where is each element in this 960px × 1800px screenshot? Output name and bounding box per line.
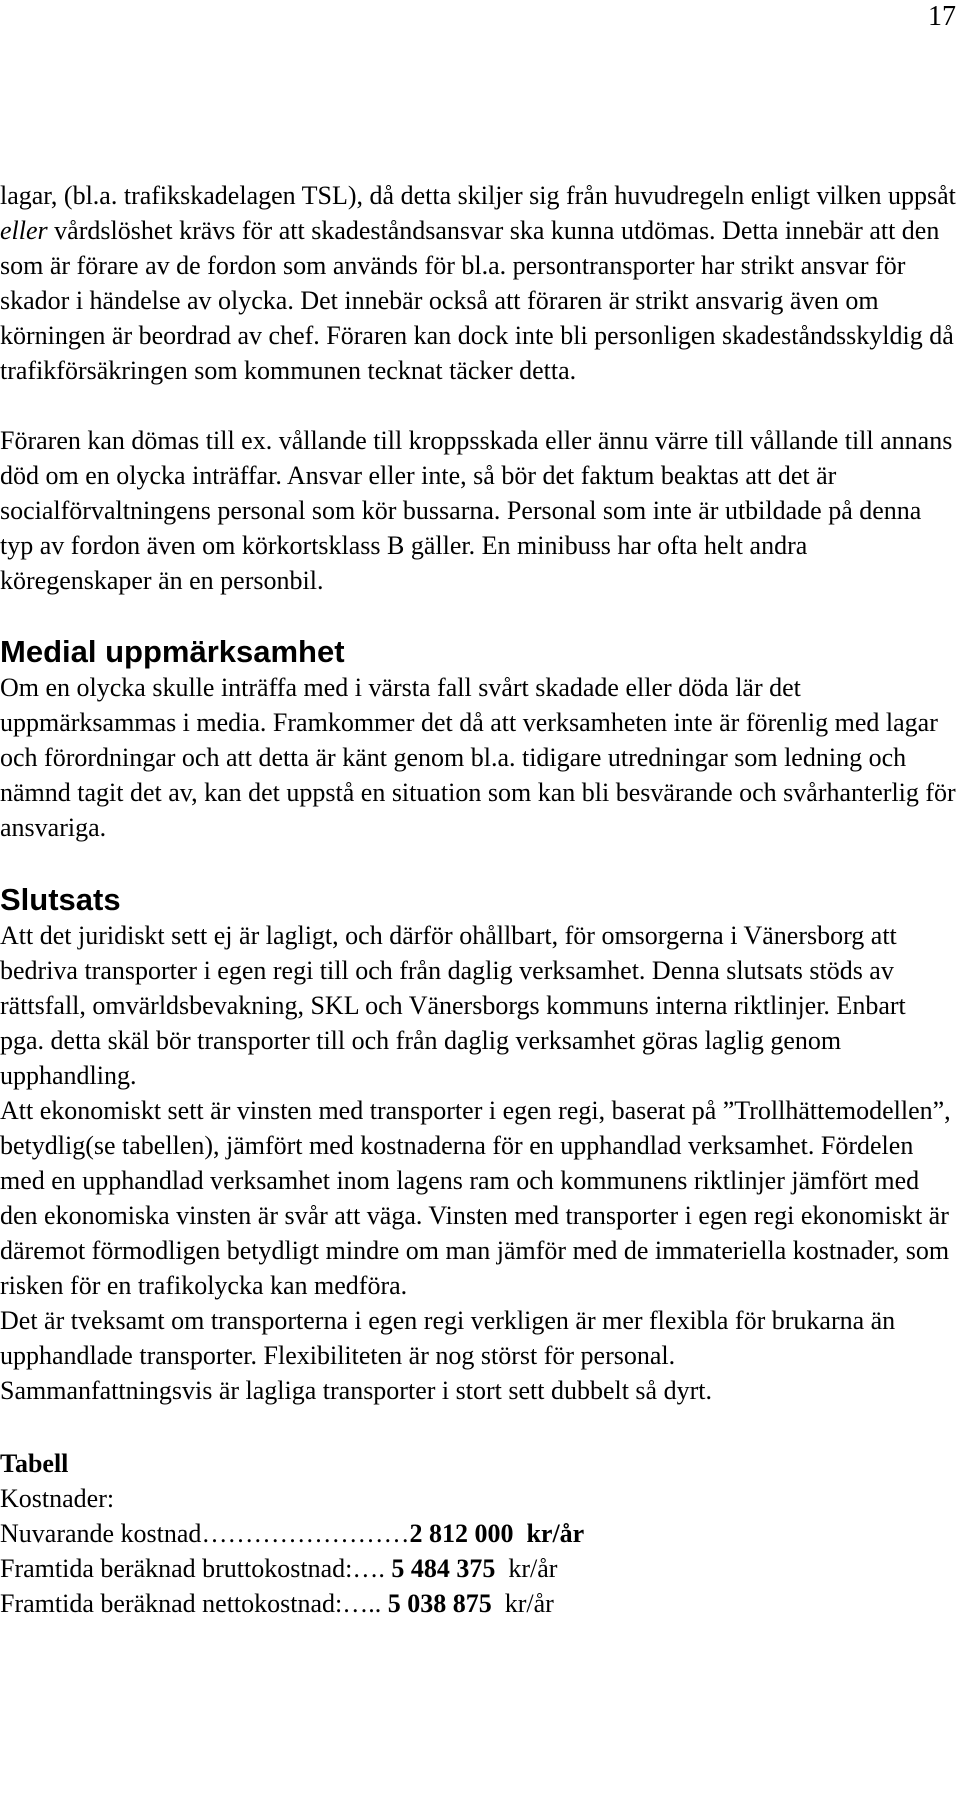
- section-heading-slutsats: Slutsats: [0, 882, 121, 917]
- intro-text-part-1: lagar, (bl.a. trafikskadelagen TSL), då detta skiljer sig från huvudregeln enligt vilken uppsåt: [0, 181, 956, 210]
- cost-unit: kr/år: [504, 1589, 554, 1618]
- intro-italic-word: eller: [0, 216, 48, 245]
- intro-paragraph-1: [0, 178, 956, 388]
- page-number: 17: [928, 1, 956, 32]
- slutsats-paragraph-4: Sammanfattningsvis är lagliga transporter i stort sett dubbelt så dyrt.: [0, 1376, 712, 1405]
- cost-amount: 5 484 375: [391, 1554, 496, 1583]
- cost-label: Framtida beräknad nettokostnad:: [0, 1589, 343, 1618]
- cost-label: Framtida beräknad bruttokostnad:: [0, 1554, 353, 1583]
- cost-unit: kr/år: [508, 1554, 558, 1583]
- cost-amount: 2 812 000: [409, 1519, 514, 1548]
- cost-label: Nuvarande kostnad: [0, 1519, 202, 1548]
- cost-amount: 5 038 875: [387, 1589, 492, 1618]
- cost-unit: kr/år: [526, 1519, 585, 1548]
- section-heading-medial: Medial uppmärksamhet: [0, 634, 345, 669]
- slutsats-paragraph-3: Det är tveksamt om transporterna i egen regi verkligen är mer flexibla för brukarna än upphandlade transporter. Flexibiliteten är nog störst för personal.: [0, 1306, 896, 1370]
- document-body: [0, 178, 956, 1621]
- slutsats-paragraph-1: Att det juridiskt sett ej är lagligt, och därför ohållbart, för omsorgerna i Vänersborg att bedriva transporter i egen regi till och från daglig verksamhet. Denna slutsats stöds av rättsfall, omvärldsbevakning, SKL och Vänersborgs kommuns interna riktlinjer. Enbart pga. detta skäl bör transporter till och från daglig verksamhet göras laglig genom upphandling.: [0, 921, 906, 1090]
- table-subtitle: Kostnader:: [0, 1484, 115, 1513]
- cost-row-gross: [0, 1551, 956, 1586]
- cost-leader: …..: [342, 1589, 382, 1618]
- cost-leader: ….: [352, 1554, 385, 1583]
- intro-text-part-2: vårdslöshet krävs för att skadeståndsansvar ska kunna utdömas. Detta innebär att den som är förare av de fordon som används för bl.a. persontransporter har strikt ansvar för skador i händelse av olycka. Det innebär också att föraren är strikt ansvarig även om körningen är beordrad av chef. Föraren kan dock inte bli personligen skadeståndsskyldig då trafikförsäkringen som kommunen tecknat täcker detta.: [0, 216, 954, 385]
- medial-paragraph: Om en olycka skulle inträffa med i värsta fall svårt skadade eller döda lär det uppmärksammas i media. Framkommer det då att verksamheten inte är förenlig med lagar och förordningar och att detta är känt genom bl.a. tidigare utredningar som ledning och nämnd tagit det av, kan det uppstå en situation som kan bli besvärande och svårhanterlig för ansvariga.: [0, 673, 956, 842]
- cost-row-current: [0, 1516, 956, 1551]
- cost-row-net: [0, 1586, 956, 1621]
- table-title: Tabell: [0, 1449, 69, 1478]
- slutsats-paragraph-2: Att ekonomiskt sett är vinsten med transporter i egen regi, baserat på ”Trollhättemodellen”, betydlig(se tabellen), jämfört med kostnaderna för en upphandlad verksamhet. Fördelen med en upphandlad verksamhet inom lagens ram och kommunens riktlinjer jämfört med den ekonomiska vinsten är svår att väga. Vinsten med transporter i egen regi ekonomiskt är däremot förmodligen betydligt mindre om man jämför med de immateriella kostnader, som risken för en trafikolycka kan medföra.: [0, 1096, 951, 1300]
- cost-leader: ……………………: [201, 1519, 410, 1548]
- intro-paragraph-2: Föraren kan dömas till ex. vållande till kroppsskada eller ännu värre till vållande till annans död om en olycka inträffar. Ansvar eller inte, så bör det faktum beaktas att det är socialförvaltningens personal som kör bussarna. Personal som inte är utbildade på denna typ av fordon även om körkortsklass B gäller. En minibuss har ofta helt andra köregenskaper än en personbil.: [0, 426, 953, 595]
